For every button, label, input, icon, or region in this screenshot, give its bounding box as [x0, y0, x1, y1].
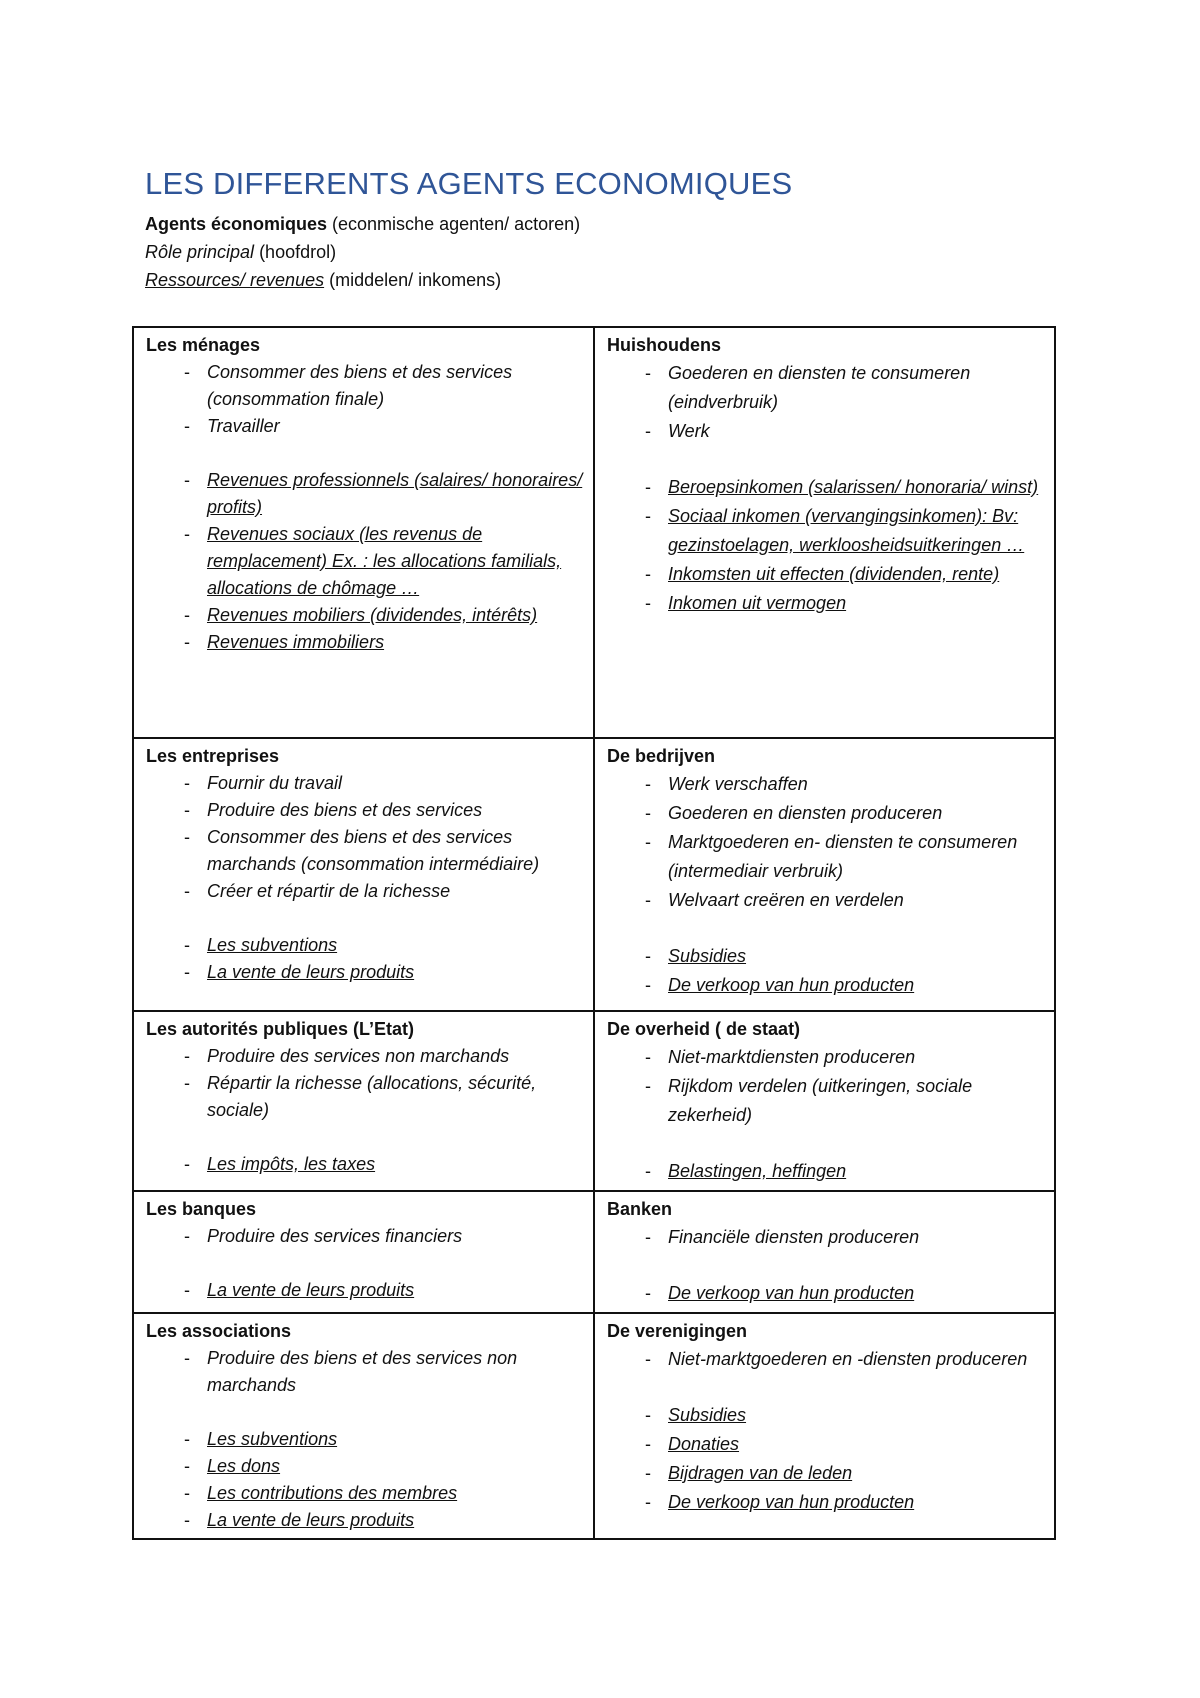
- agent-items-list: [607, 359, 1046, 618]
- agent-items-list: [607, 1345, 1046, 1517]
- legend-role-translation: (hoofdrol): [254, 242, 337, 262]
- agent-cell-nl: [594, 327, 1055, 738]
- resource-item: - Revenues mobiliers (dividendes, intérêts): [146, 602, 585, 629]
- role-item: - Werk verschaffen: [607, 770, 1046, 799]
- role-item: - Goederen en diensten te consumeren (eindverbruik): [607, 359, 1046, 417]
- resource-item: - La vente de leurs produits: [146, 1507, 585, 1534]
- resource-item: - Donaties: [607, 1430, 1046, 1459]
- agent-items-list: [146, 770, 585, 986]
- agent-title: Les associations: [146, 1321, 292, 1341]
- resource-item: - De verkoop van hun producten: [607, 1488, 1046, 1517]
- resource-item: - Revenues immobiliers: [146, 629, 585, 656]
- resource-item: - Inkomen uit vermogen: [607, 589, 1046, 618]
- agent-title: Huishoudens: [607, 335, 722, 355]
- table-row: [133, 1313, 1055, 1539]
- agent-cell-nl: [594, 1313, 1055, 1539]
- agent-title: De verenigingen: [607, 1321, 748, 1341]
- resource-item: - Les contributions des membres: [146, 1480, 585, 1507]
- resource-item: - Les impôts, les taxes: [146, 1151, 585, 1178]
- role-item: - Niet-marktdiensten produceren: [607, 1043, 1046, 1072]
- resource-item: - Subsidies: [607, 1401, 1046, 1430]
- resource-item: - Bijdragen van de leden: [607, 1459, 1046, 1488]
- agent-items-list: [146, 1223, 585, 1304]
- agent-cell-fr: [133, 738, 594, 1011]
- role-item: - Welvaart creëren en verdelen: [607, 886, 1046, 915]
- role-item: - Produire des biens et des services: [146, 797, 585, 824]
- agent-cell-nl: [594, 1191, 1055, 1313]
- agent-title: Les entreprises: [146, 746, 280, 766]
- resource-item: - Les subventions: [146, 932, 585, 959]
- agent-cell-fr: [133, 1191, 594, 1313]
- resource-item: - Inkomsten uit effecten (dividenden, rente): [607, 560, 1046, 589]
- legend-resources-translation: (middelen/ inkomens): [324, 270, 502, 290]
- resource-item: - Revenues sociaux (les revenus de remplacement) Ex. : les allocations familials, allocations de chômage …: [146, 521, 585, 602]
- resource-item: - Sociaal inkomen (vervangingsinkomen): Bv: gezinstoelagen, werkloosheidsuitkeringen …: [607, 502, 1046, 560]
- agent-title: Les autorités publiques (L’Etat): [146, 1019, 415, 1039]
- role-item: - Financiële diensten produceren: [607, 1223, 1046, 1252]
- legend-resources-label: Ressources/ revenues: [145, 270, 325, 290]
- resource-item: - La vente de leurs produits: [146, 1277, 585, 1304]
- role-item: - Répartir la richesse (allocations, sécurité, sociale): [146, 1070, 585, 1124]
- resource-item: - Belastingen, heffingen: [607, 1157, 1046, 1186]
- legend-resources: [145, 266, 580, 294]
- role-item: - Werk: [607, 417, 1046, 446]
- role-item: - Produire des biens et des services non marchands: [146, 1345, 585, 1399]
- role-item: - Marktgoederen en- diensten te consumeren (intermediair verbruik): [607, 828, 1046, 886]
- resource-item: - Revenues professionnels (salaires/ honoraires/ profits): [146, 467, 585, 521]
- table-row: [133, 738, 1055, 1011]
- page-title: LES DIFFERENTS AGENTS ECONOMIQUES: [145, 166, 793, 201]
- role-item: - Rijkdom verdelen (uitkeringen, sociale zekerheid): [607, 1072, 1046, 1130]
- resource-item: - Subsidies: [607, 942, 1046, 971]
- agent-title: De overheid ( de staat): [607, 1019, 801, 1039]
- legend-role: [145, 238, 580, 266]
- resource-item: - Les subventions: [146, 1426, 585, 1453]
- agent-cell-nl: [594, 738, 1055, 1011]
- role-item: - Consommer des biens et des services marchands (consommation intermédiaire): [146, 824, 585, 878]
- agent-items-list: [607, 770, 1046, 1000]
- resource-item: - Beroepsinkomen (salarissen/ honoraria/ winst): [607, 473, 1046, 502]
- legend: [145, 210, 580, 294]
- legend-agents: [145, 210, 580, 238]
- role-item: - Créer et répartir de la richesse: [146, 878, 585, 905]
- role-item: - Goederen en diensten produceren: [607, 799, 1046, 828]
- resource-item: - La vente de leurs produits: [146, 959, 585, 986]
- resource-item: - Les dons: [146, 1453, 585, 1480]
- agent-cell-fr: [133, 327, 594, 738]
- agents-table: [132, 326, 1056, 1540]
- agent-items-list: [607, 1223, 1046, 1308]
- agent-title: Banken: [607, 1199, 673, 1219]
- agent-title: Les ménages: [146, 335, 261, 355]
- legend-agents-translation: (econmische agenten/ actoren): [327, 214, 581, 234]
- resource-item: - De verkoop van hun producten: [607, 1279, 1046, 1308]
- legend-role-label: Rôle principal: [145, 242, 255, 262]
- agent-cell-fr: [133, 1011, 594, 1191]
- role-item: - Niet-marktgoederen en -diensten produceren: [607, 1345, 1046, 1374]
- table-row: [133, 327, 1055, 738]
- agent-cell-nl: [594, 1011, 1055, 1191]
- role-item: - Produire des services financiers: [146, 1223, 585, 1250]
- table-row: [133, 1191, 1055, 1313]
- resource-item: - De verkoop van hun producten: [607, 971, 1046, 1000]
- role-item: - Travailler: [146, 413, 585, 440]
- role-item: - Consommer des biens et des services (consommation finale): [146, 359, 585, 413]
- role-item: - Fournir du travail: [146, 770, 585, 797]
- table-row: [133, 1011, 1055, 1191]
- agent-cell-fr: [133, 1313, 594, 1539]
- agent-items-list: [146, 359, 585, 656]
- legend-agents-label: Agents économiques: [145, 214, 328, 234]
- agent-title: De bedrijven: [607, 746, 716, 766]
- agent-items-list: [607, 1043, 1046, 1186]
- agent-title: Les banques: [146, 1199, 257, 1219]
- agent-items-list: [146, 1345, 585, 1534]
- agent-items-list: [146, 1043, 585, 1178]
- role-item: - Produire des services non marchands: [146, 1043, 585, 1070]
